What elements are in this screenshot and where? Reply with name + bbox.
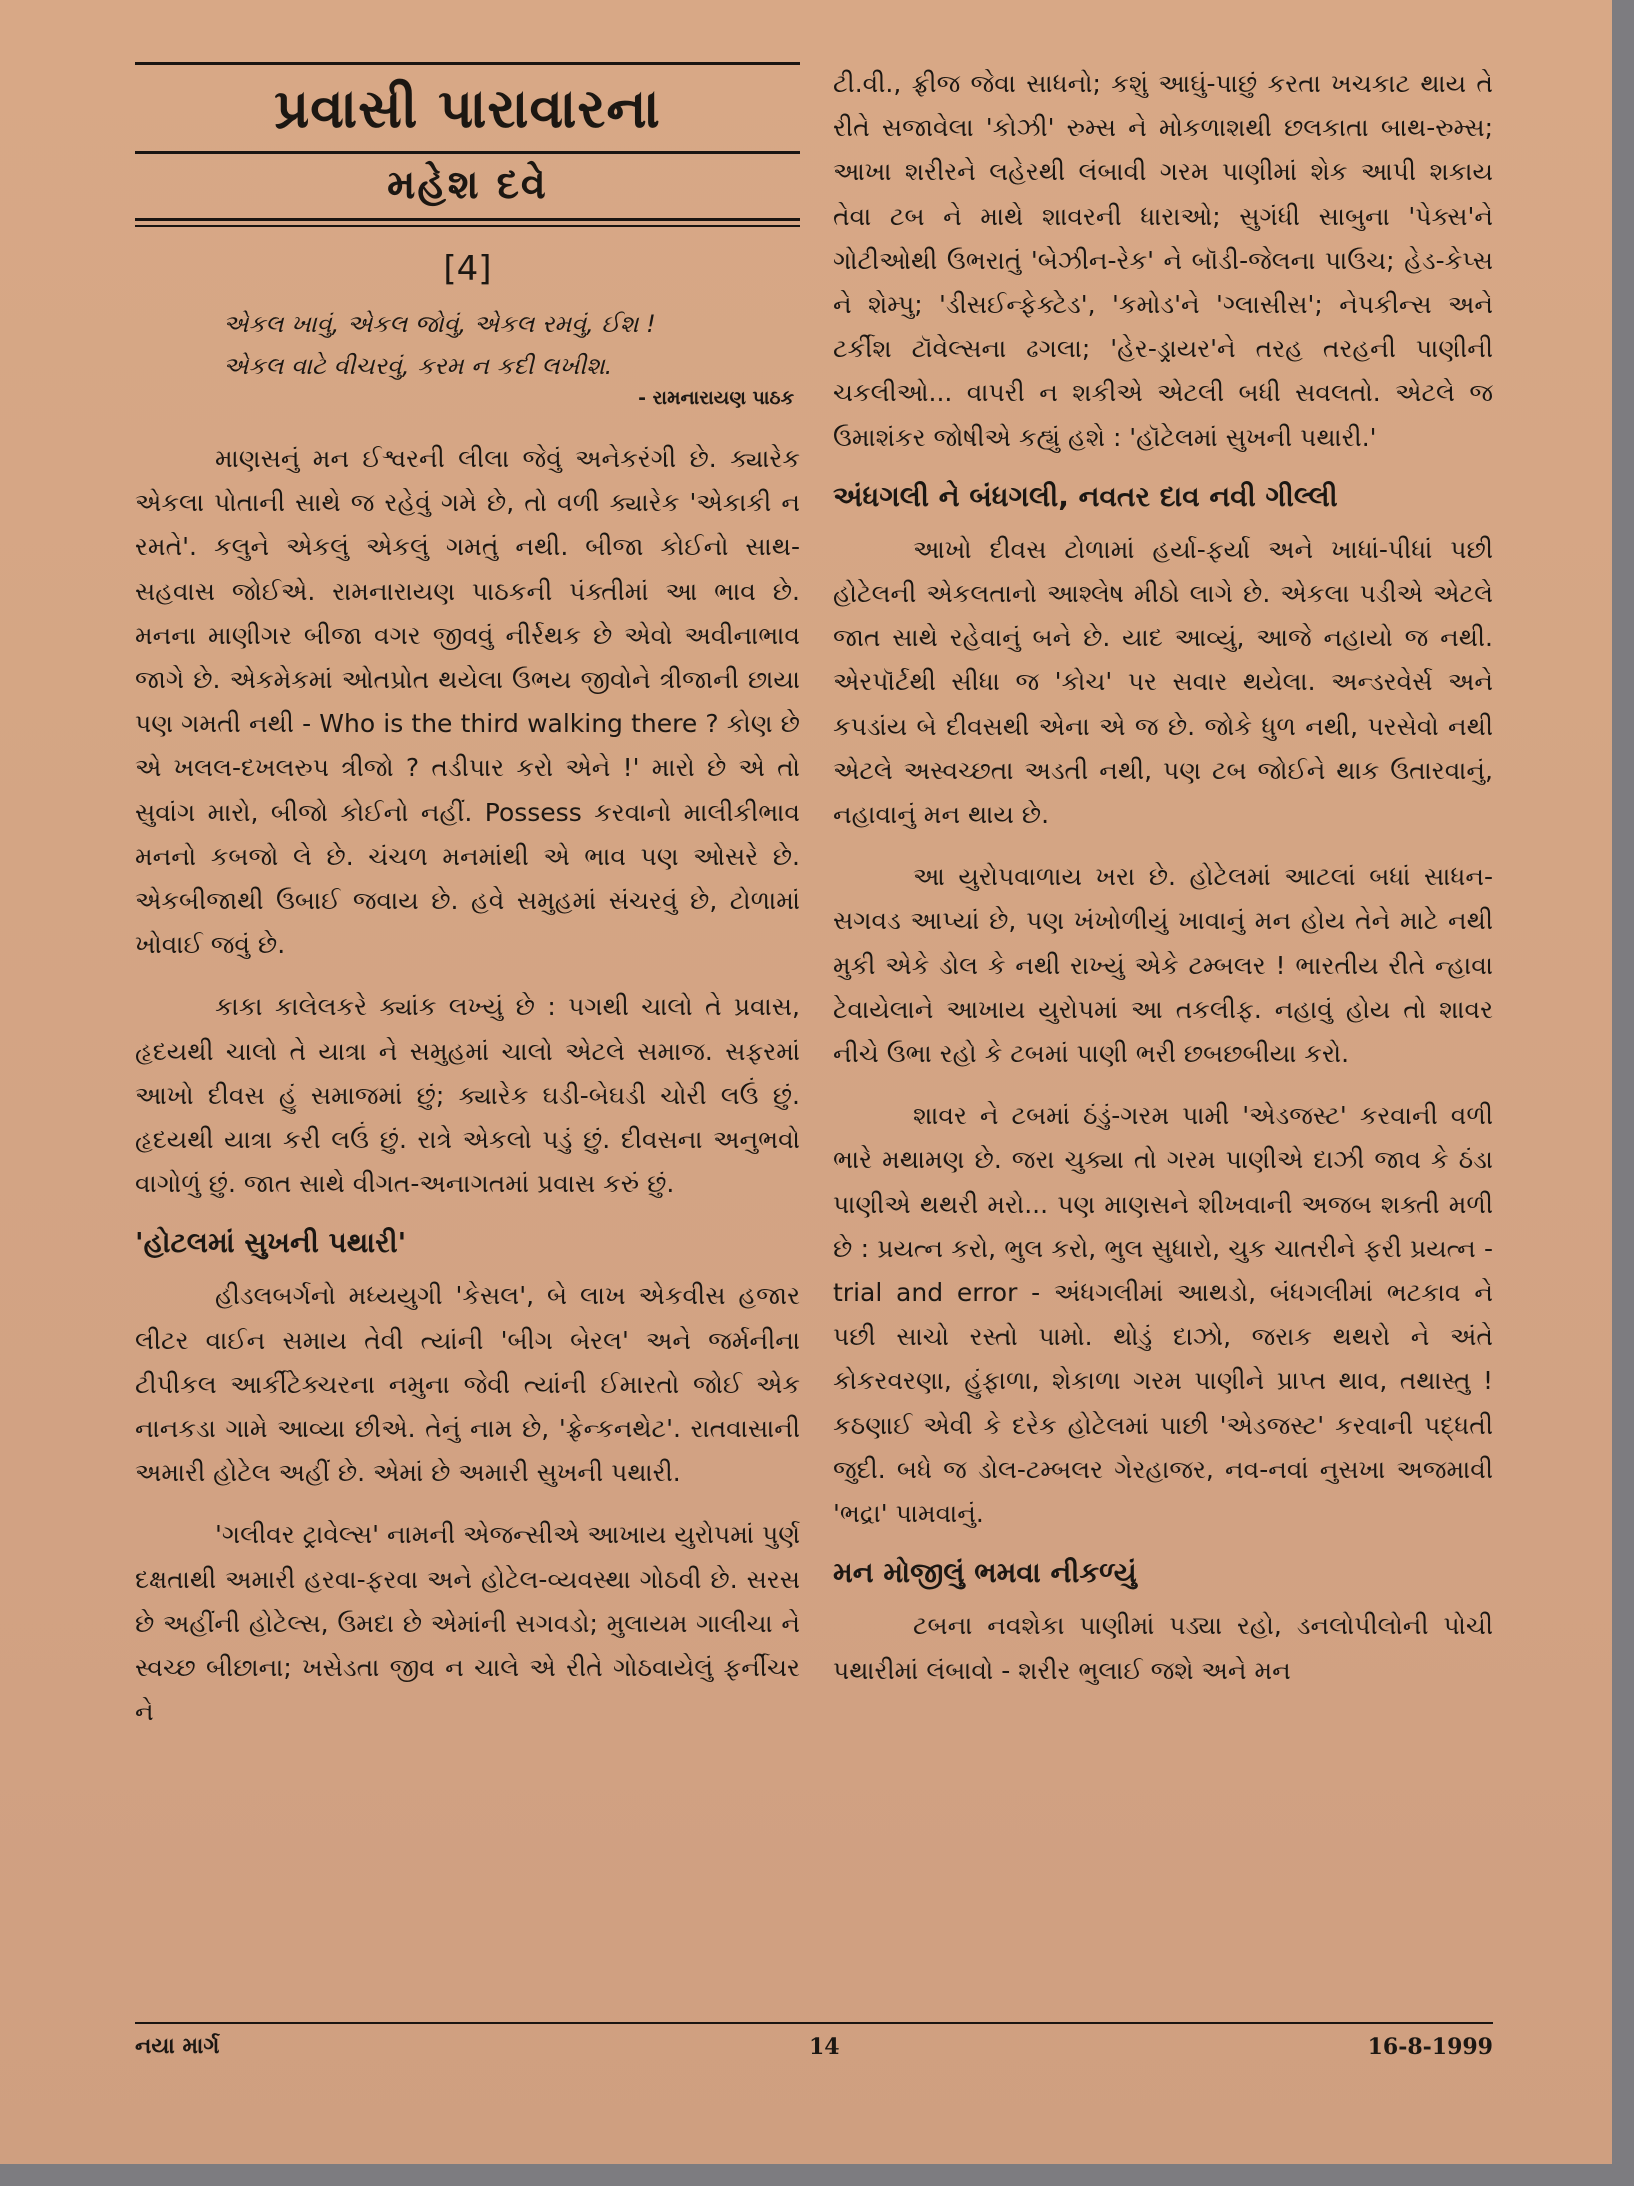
body-paragraph: કાકા કાલેલકરે ક્યાંક લખ્યું છે : પગથી ચાલો તે પ્રવાસ, હૃદયથી ચાલો તે યાત્રા ને સમુહમાં ચાલો એટલે સમાજ. સફરમાં આખો દીવસ હું સમાજમાં છું; ક્યારેક ઘડી-બેઘડી ચોરી લઉં છું. હૃદયથી યાત્રા કરી લઉં છું. રાત્રે એકલો પડું છું. દીવસના અનુભવો વાગોળું છું. જાત સાથે વીગત-અનાગતમાં પ્રવાસ કરું છું. bbox=[135, 992, 800, 1199]
article-title: પ્રવાસી પારાવારના bbox=[274, 77, 661, 140]
section-heading: 'હોટલમાં સુખની પથારી' bbox=[135, 1226, 407, 1260]
issue-date: 16-8-1999 bbox=[1367, 2034, 1493, 2060]
body-paragraph: શાવર ને ટબમાં ઠંડું-ગરમ પામી 'એડજસ્ટ' કરવાની વળી ભારે મથામણ છે. જરા ચુક્યા તો ગરમ પાણીએ દાઝી જાવ કે ઠંડા પાણીએ થથરી મરો... પણ માણસને શીખવાની અજબ શક્તી મળી છે : પ્રયત્ન કરો, ભુલ કરો, ભુલ સુધારો, ચુક ચાતરીને ફરી પ્રયત્ન - trial and error - અંધગલીમાં આથડો, બંધગલીમાં ભટકાવ ને પછી સાચો રસ્તો પામો. થોડું દાઝો, જરાક થથરો ને અંતે કોકરવરણા, હુંફાળા, શેકાળા ગરમ પાણીને પ્રાપ્ત થાવ, તથાસ્તુ ! કઠણાઈ એવી કે દરેક હોટેલમાં પાછી 'એડજસ્ટ' કરવાની પદ્ધતી જુદી. બધે જ ડોલ-ટમ્બલર ગેરહાજર, નવ-નવાં નુસખા અજમાવી 'ભદ્રા' પામવાનું. bbox=[833, 1101, 1493, 1529]
title-rule bbox=[135, 151, 800, 154]
right-column bbox=[833, 62, 1493, 1711]
body-paragraph: આખો દીવસ ટોળામાં હર્યા-ફર્યા અને ખાધાં-પીધાં પછી હોટેલની એકલતાનો આશ્લેષ મીઠો લાગે છે. એકલા પડીએ એટલે જાત સાથે રહેવાનું બને છે. યાદ આવ્યું, આજે નહાયો જ નથી. એરપૉર્ટથી સીધા જ 'કોચ' પર સવાર થયેલા. અન્ડરવેર્સ અને કપડાંય બે દીવસથી એના એ જ છે. જોકે ધુળ નથી, પરસેવો નથી એટલે અસ્વચ્છતા અડતી નથી, પણ ટબ જોઈને થાક ઉતારવાનું, નહાવાનું મન થાય છે. bbox=[833, 534, 1493, 830]
epigraph-line-2: એકલ વાટે વીચરવું, કરમ ન કદી લખીશ. bbox=[223, 352, 613, 380]
header-rule-top bbox=[135, 62, 800, 65]
epigraph bbox=[135, 303, 800, 387]
section-heading: મન મોજીલું ભમવા નીકળ્યું bbox=[833, 1556, 1137, 1590]
left-column bbox=[135, 62, 800, 1752]
body-paragraph: 'ગલીવર ટ્રાવેલ્સ' નામની એજન્સીએ આખાય યુરોપમાં પુર્ણ દક્ષતાથી અમારી હરવા-ફરવા અને હોટેલ-વ્યવસ્થા ગોઠવી છે. સરસ છે અહીંની હોટેલ્સ, ઉમદા છે એમાંની સગવડો; મુલાયમ ગાલીચા ને સ્વચ્છ બીછાના; ખસેડતા જીવ ન ચાલે એ રીતે ગોઠવાયેલું ફર્નીચર ને bbox=[135, 1520, 800, 1727]
body-paragraph: ટી.વી., ફ્રીજ જેવા સાધનો; કશું આઘું-પાછું કરતા ખચકાટ થાય તે રીતે સજાવેલા 'કોઝી' રુમ્સ ને મોકળાશથી છલકાતા બાથ-રુમ્સ; આખા શરીરને લહેરથી લંબાવી ગરમ પાણીમાં શેક આપી શકાય તેવા ટબ ને માથે શાવરની ધારાઓ; સુગંધી સાબુના 'પેક્સ'ને ગોટીઓથી ઉભરાતું 'બેઝીન-રેક' ને બૉડી-જેલના પાઉચ; હેડ-કેપ્સ ને શેમ્પુ; 'ડીસઈન્ફેક્ટેડ', 'કમોડ'ને 'ગ્લાસીસ'; નેપકીન્સ અને ટર્કીશ ટૉવેલ્સના ઢગલા; 'હેર-ડ્રાયર'ને તરહ તરહની પાણીની ચકલીઓ... વાપરી ન શકીએ એટલી બધી સવલતો. એટલે જ ઉમાશંકર જોષીએ કહ્યું હશે : 'હૉટેલમાં સુખની પથારી.' bbox=[833, 69, 1493, 452]
article-author: મહેશ દવે bbox=[387, 162, 548, 208]
page-footer bbox=[135, 2022, 1493, 2074]
footer-row bbox=[135, 2034, 1493, 2074]
epigraph-line-1: એકલ ખાવું, એકલ જોવું, એકલ રમવું, ઈશ ! bbox=[223, 310, 656, 338]
body-paragraph: માણસનું મન ઈશ્વરની લીલા જેવું અનેકરંગી છે. ક્યારેક એકલા પોતાની સાથે જ રહેવું ગમે છે, તો વળી ક્યારેક 'એકાકી ન રમતે'. કલુને એકલું એકલું ગમતું નથી. બીજા કોઈનો સાથ-સહવાસ જોઈએ. રામનારાયણ પાઠકની પંક્તીમાં આ ભાવ છે. મનના માણીગર બીજા વગર જીવવું નીર્રથક છે એવો અવીનાભાવ જાગે છે. એકમેકમાં ઓતપ્રોત થયેલા ઉભય જીવોને ત્રીજાની છાયા પણ ગમતી નથી - Who is the third walking there ? કોણ છે એ ખલલ-દખલરુપ ત્રીજો ? તડીપાર કરો એને !' મારો છે એ તો સુવાંગ મારો, બીજો કોઈનો નહીં. Possess કરવાનો માલીકીભાવ મનનો કબજો લે છે. ચંચળ મનમાંથી એ ભાવ પણ ઓસરે છે. એકબીજાથી ઉબાઈ જવાય છે. હવે સમુહમાં સંચરવું છે, ટોળામાં ખોવાઈ જવું છે. bbox=[135, 444, 800, 960]
epigraph-credit: - રામનારાયણ પાઠક bbox=[638, 387, 794, 409]
author-rule-thick bbox=[135, 218, 800, 221]
author-rule-thin bbox=[135, 225, 800, 227]
body-paragraph: આ યુરોપવાળાય ખરા છે. હોટેલમાં આટલાં બધાં સાધન-સગવડ આપ્યાં છે, પણ ખંખોળીયું ખાવાનું મન હોય તેને માટે નથી મુકી એકે ડોલ કે નથી રાખ્યું એકે ટમ્બલર ! ભારતીય રીતે ન્હાવા ટેવાયેલાને આખાય યુરોપમાં આ તકલીફ. નહાવું હોય તો શાવર નીચે ઉભા રહો કે ટબમાં પાણી ભરી છબછબીયા કરો. bbox=[833, 862, 1493, 1069]
page-number: 14 bbox=[809, 2034, 840, 2060]
body-paragraph: હીડલબર્ગનો મધ્યયુગી 'કેસલ', બે લાખ એકવીસ હજાર લીટર વાઈન સમાય તેવી ત્યાંની 'બીગ બેરલ' અને જર્મનીના ટીપીકલ આર્કીટેક્ચરના નમુના જેવી ત્યાંની ઈમારતો જોઈ એક નાનકડા ગામે આવ્યા છીએ. તેનું નામ છે, 'ફ્રેન્કનથેટ'. રાતવાસાની અમારી હોટેલ અહીં છે. એમાં છે અમારી સુખની પથારી. bbox=[135, 1281, 800, 1488]
body-paragraph: ટબના નવશેકા પાણીમાં પડ્યા રહો, ડનલોપીલોની પોચી પથારીમાં લંબાવો - શરીર ભુલાઈ જશે અને મન bbox=[833, 1611, 1493, 1685]
part-number: [4] bbox=[443, 249, 492, 289]
footer-rule bbox=[135, 2022, 1493, 2024]
section-heading: અંધગલી ને બંધગલી, નવતર દાવ નવી ગીલ્લી bbox=[833, 479, 1338, 513]
publication-name: નયા માર્ગ bbox=[135, 2034, 220, 2059]
